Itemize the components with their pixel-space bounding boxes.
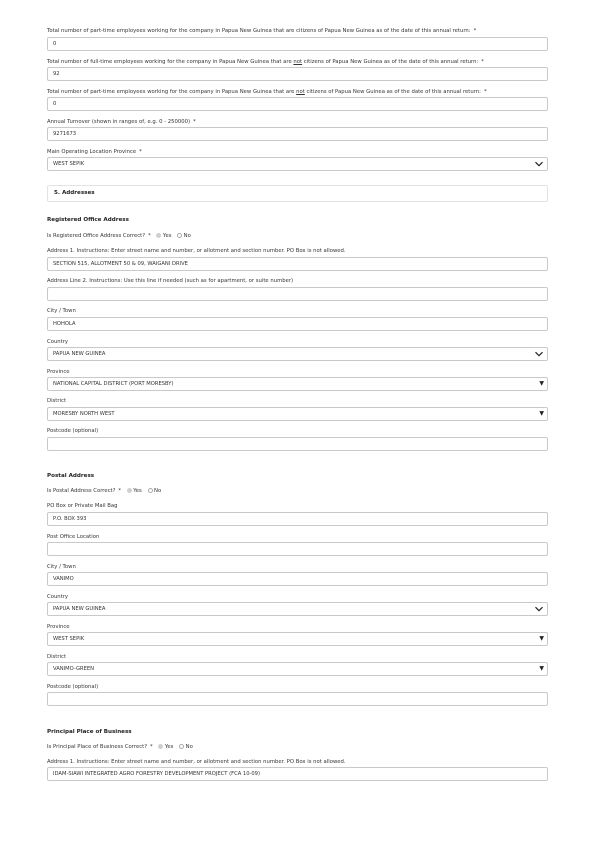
postal-yes-radio[interactable] — [127, 488, 132, 493]
postal-country-value: PAPUA NEW GUINEA — [53, 606, 106, 612]
registered-province-label: Province — [47, 369, 70, 375]
registered-city-input[interactable]: HOHOLA — [47, 317, 548, 331]
postal-correct-question: Is Postal Address Correct? * Yes No — [47, 488, 162, 494]
registered-postcode-input[interactable] — [47, 437, 548, 451]
postal-district-label: District — [47, 654, 67, 660]
main-province-label: Main Operating Location Province * — [47, 149, 142, 155]
turnover-input[interactable]: 9271673 — [47, 127, 548, 141]
yes-label: Yes — [133, 488, 142, 494]
postal-province-select[interactable] — [47, 632, 548, 646]
dropdown-arrow-icon: ▼ — [539, 410, 544, 417]
yes-label: Yes — [162, 233, 172, 239]
chevron-down-icon — [534, 604, 544, 614]
main-province-select[interactable] — [47, 157, 548, 171]
principal-yes-radio[interactable] — [158, 744, 163, 749]
parttime-noncitizens-label: Total number of part-time employees working for the company in Papua New Guinea that are not citizens of Papua New Guinea as of the date of this annual return: * — [47, 89, 487, 95]
principal-no-radio[interactable] — [179, 744, 184, 749]
section-title: 5. Addresses — [54, 190, 95, 196]
section-addresses-header — [47, 185, 548, 202]
fulltime-noncitizens-input[interactable]: 92 — [47, 67, 548, 81]
parttime-noncitizens-input[interactable]: 0 — [47, 97, 548, 111]
postal-country-label: Country — [47, 594, 69, 600]
postal-heading: Postal Address — [47, 473, 95, 479]
parttime-citizens-input[interactable]: 0 — [47, 37, 548, 51]
postal-country-select[interactable] — [47, 602, 548, 616]
principal-address1-input[interactable]: IDAM-SIAWI INTEGRATED AGRO FORESTRY DEVELOPMENT PROJECT (FCA 10-09) — [47, 767, 548, 781]
no-label: No — [185, 744, 193, 750]
chevron-down-icon — [534, 349, 544, 359]
postal-district-value: VANIMO-GREEN — [53, 666, 95, 672]
postal-postcode-label: Postcode (optional) — [47, 684, 99, 690]
registered-address2-input[interactable] — [47, 287, 548, 301]
registered-address2-label: Address Line 2. Instructions: Use this line if needed (such as for apartment, or suite number) — [47, 278, 294, 284]
post-office-input[interactable] — [47, 542, 548, 556]
registered-district-label: District — [47, 398, 67, 404]
registered-district-value: MORESBY NORTH WEST — [53, 411, 115, 417]
main-province-value: WEST SEPIK — [53, 161, 85, 167]
principal-address1-label: Address 1. Instructions: Enter street name and number, or allotment and section number. PO Box is not allowed. — [47, 759, 346, 765]
registered-postcode-label: Postcode (optional) — [47, 428, 99, 434]
postal-city-label: City / Town — [47, 564, 76, 570]
registered-country-label: Country — [47, 339, 69, 345]
postal-district-select[interactable] — [47, 662, 548, 676]
yes-label: Yes — [164, 744, 174, 750]
postal-province-label: Province — [47, 624, 70, 630]
registered-country-select[interactable] — [47, 347, 548, 361]
no-label: No — [183, 233, 191, 239]
registered-country-value: PAPUA NEW GUINEA — [53, 351, 106, 357]
postal-city-input[interactable]: VANIMO — [47, 572, 548, 586]
parttime-citizens-label: Total number of part-time employees working for the company in Papua New Guinea that are citizens of Papua New Guinea as of the date of this annual return: * — [47, 28, 477, 34]
dropdown-arrow-icon: ▼ — [539, 635, 544, 642]
principal-correct-question: Is Principal Place of Business Correct? * Yes No — [47, 744, 193, 750]
registered-heading: Registered Office Address — [47, 217, 129, 223]
registered-address1-input[interactable]: SECTION 515, ALLOTMENT 50 & 09, WAIGANI DRIVE — [47, 257, 548, 271]
registered-correct-question: Is Registered Office Address Correct? * Yes No — [47, 233, 191, 239]
postal-pobox-label: PO Box or Private Mail Bag — [47, 503, 118, 509]
dropdown-arrow-icon: ▼ — [539, 380, 544, 387]
no-label: No — [154, 488, 162, 494]
postal-pobox-input[interactable]: P.O. BOX 393 — [47, 512, 548, 526]
post-office-label: Post Office Location — [47, 534, 100, 540]
postal-no-radio[interactable] — [148, 488, 153, 493]
registered-no-radio[interactable] — [177, 233, 182, 238]
postal-postcode-input[interactable] — [47, 692, 548, 706]
registered-address1-label: Address 1. Instructions: Enter street name and number, or allotment and section number. PO Box is not allowed. — [47, 248, 346, 254]
postal-province-value: WEST SEPIK — [53, 636, 85, 642]
principal-heading: Principal Place of Business — [47, 729, 132, 735]
turnover-label: Annual Turnover (shown in ranges of, e.g. 0 - 250000) * — [47, 119, 196, 125]
registered-district-select[interactable] — [47, 407, 548, 421]
fulltime-noncitizens-label: Total number of full-time employees working for the company in Papua New Guinea that are not citizens of Papua New Guinea as of the date of this annual return: * — [47, 59, 484, 65]
chevron-down-icon — [534, 159, 544, 169]
registered-yes-radio[interactable] — [156, 233, 161, 238]
registered-province-select[interactable] — [47, 377, 548, 391]
registered-city-label: City / Town — [47, 308, 76, 314]
registered-province-value: NATIONAL CAPITAL DISTRICT (PORT MORESBY) — [53, 381, 174, 387]
dropdown-arrow-icon: ▼ — [539, 665, 544, 672]
